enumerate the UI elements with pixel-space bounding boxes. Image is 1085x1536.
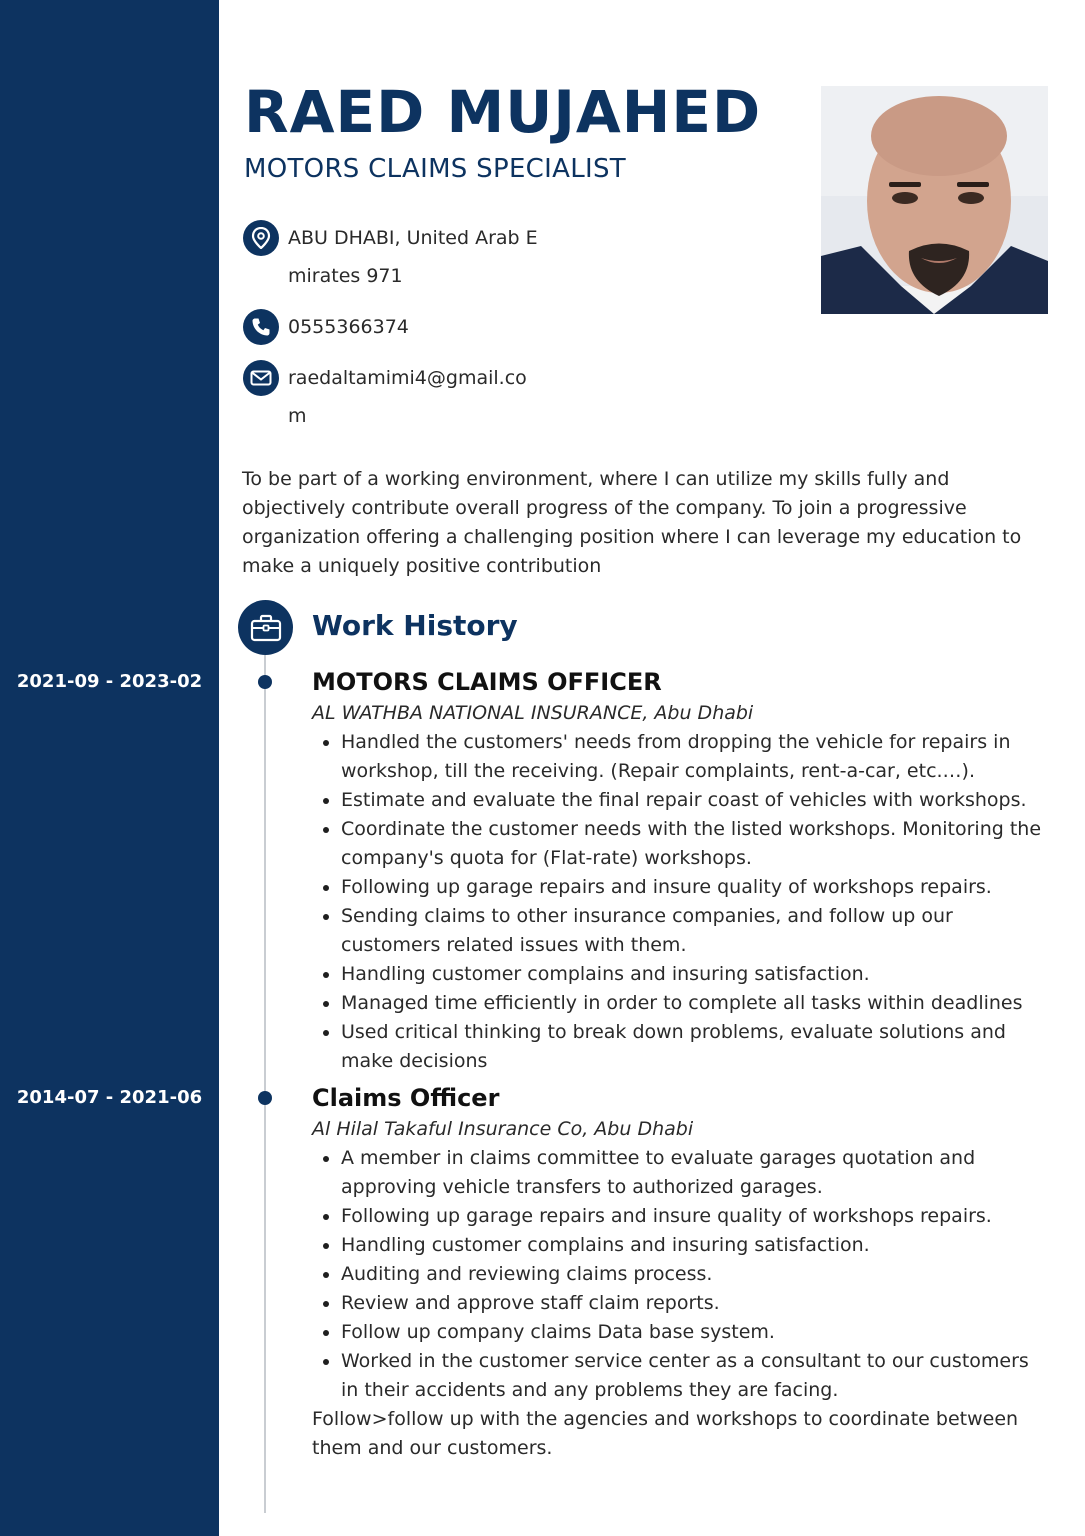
job-bullet: Coordinate the customer needs with the listed workshops. Monitoring the company's quota for (Flat-rate) workshops.: [320, 815, 1052, 873]
job-bullet: Sending claims to other insurance companies, and follow up our customers related issues with them.: [320, 902, 1052, 960]
email-text: raedaltamimi4@gmail.com: [288, 367, 527, 427]
job-bullet: Following up garage repairs and insure quality of workshops repairs.: [320, 1202, 1052, 1231]
job-entry: [312, 1082, 1052, 1463]
job-bullet: Managed time efficiently in order to complete all tasks within deadlines: [320, 989, 1052, 1018]
contact-phone: [243, 309, 538, 346]
job-bullets: [320, 728, 1052, 1076]
timeline-dot: [258, 675, 272, 689]
contact-address: [243, 220, 538, 295]
job-bullet: Auditing and reviewing claims process.: [320, 1260, 1052, 1289]
work-history-heading: Work History: [312, 609, 518, 642]
address-text: ABU DHABI, United Arab Emirates 971: [288, 227, 538, 287]
job-bullet: Follow up company claims Data base system.: [320, 1318, 1052, 1347]
job-dates: 2014-07 - 2021-06: [16, 1087, 203, 1108]
job-title: MOTORS CLAIMS OFFICER: [312, 668, 662, 696]
map-pin-icon: [243, 220, 279, 256]
job-bullet: Review and approve staff claim reports.: [320, 1289, 1052, 1318]
job-company: AL WATHBA NATIONAL INSURANCE, Abu Dhabi: [312, 702, 754, 724]
job-entry: [312, 666, 1052, 1076]
job-bullet: Used critical thinking to break down problems, evaluate solutions and make decisions: [320, 1018, 1052, 1076]
timeline-line: [264, 655, 266, 1513]
job-bullet: Worked in the customer service center as a consultant to our customers in their accidents and any problems they are facing.: [320, 1347, 1052, 1405]
job-bullet: Estimate and evaluate the final repair coast of vehicles with workshops.: [320, 786, 1052, 815]
phone-icon: [243, 309, 279, 345]
job-dates: 2021-09 - 2023-02: [16, 671, 203, 692]
timeline-dot: [258, 1091, 272, 1105]
profile-photo: [821, 86, 1048, 314]
left-sidebar: [0, 0, 219, 1536]
briefcase-icon: [238, 600, 293, 655]
job-bullets: [320, 1144, 1052, 1405]
candidate-name: RAED MUJAHED: [244, 78, 762, 146]
job-additional-note: Follow>follow up with the agencies and workshops to coordinate between them and our customers.: [312, 1408, 1019, 1459]
candidate-title: MOTORS CLAIMS SPECIALIST: [244, 154, 626, 184]
objective-summary: To be part of a working environment, where I can utilize my skills fully and objectively contribute overall progress of the company. To join a progressive organization offering a challenging position where I can leverage my education to make a uniquely positive contribution: [242, 468, 1022, 577]
job-bullet: A member in claims committee to evaluate garages quotation and approving vehicle transfers to authorized garages.: [320, 1144, 1052, 1202]
job-bullet: Handling customer complains and insuring satisfaction.: [320, 960, 1052, 989]
job-title: Claims Officer: [312, 1084, 500, 1112]
job-bullet: Handling customer complains and insuring satisfaction.: [320, 1231, 1052, 1260]
job-bullet: Handled the customers' needs from dropping the vehicle for repairs in workshop, till the receiving. (Repair complaints, rent-a-car, etc.…).: [320, 728, 1052, 786]
contact-email: [243, 360, 538, 435]
phone-text: 0555366374: [288, 316, 409, 338]
envelope-icon: [243, 360, 279, 396]
job-bullet: Following up garage repairs and insure quality of workshops repairs.: [320, 873, 1052, 902]
job-company: Al Hilal Takaful Insurance Co, Abu Dhabi: [312, 1118, 694, 1140]
